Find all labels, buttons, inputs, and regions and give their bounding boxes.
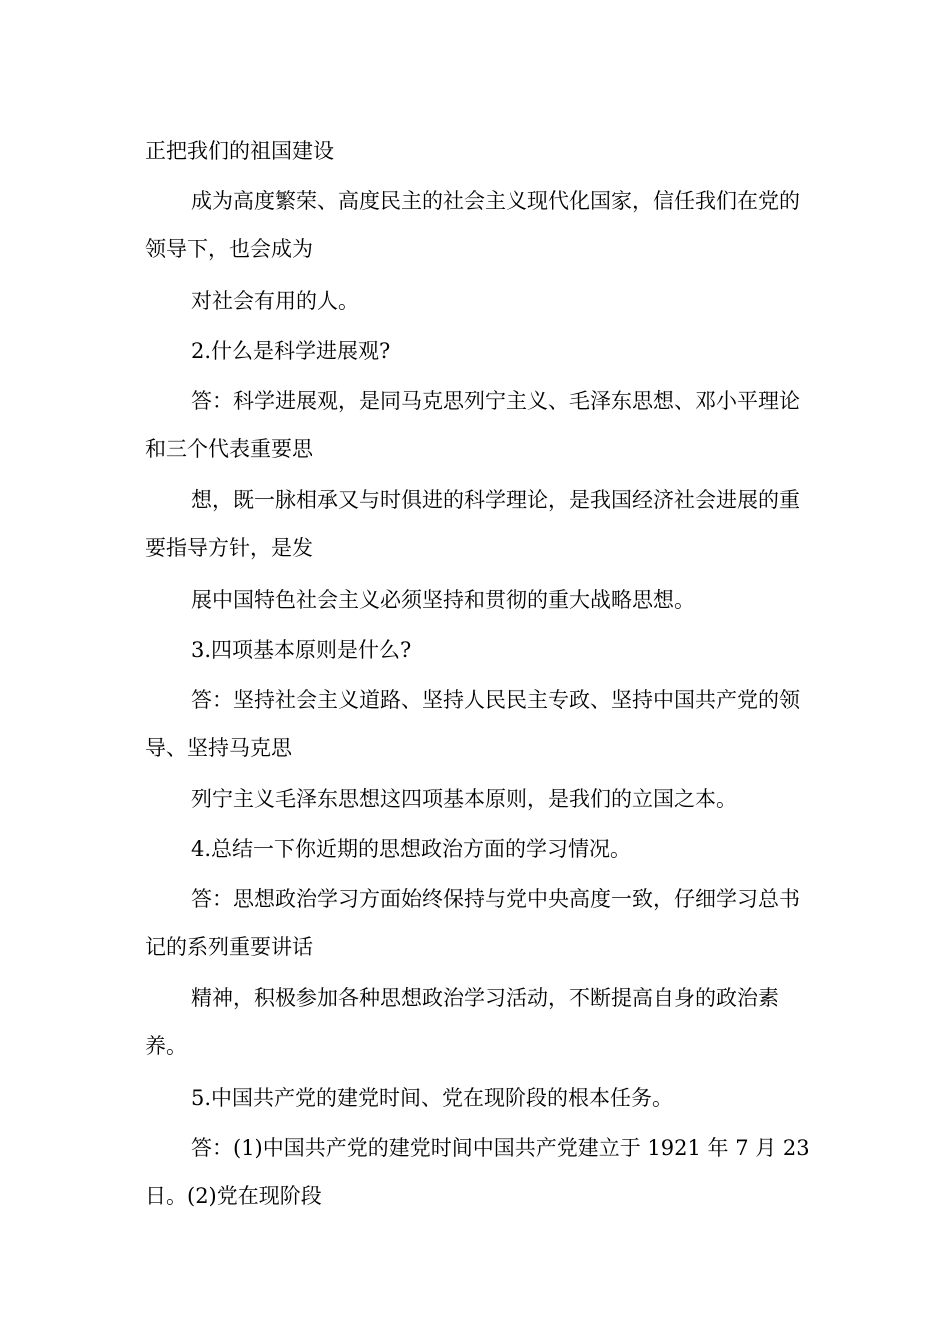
- answer-3-part-1: 答：坚持社会主义道路、坚持人民民主专政、坚持中国共产党的领导、坚持马克思: [145, 688, 800, 760]
- question-3: 3.四项基本原则是什么?: [191, 638, 412, 662]
- question-2: 2.什么是科学进展观?: [191, 339, 391, 363]
- question-4: 4.总结一下你近期的思想政治方面的学习情况。: [191, 837, 632, 861]
- paragraph-3: 对社会有用的人。: [191, 289, 359, 313]
- answer-3-part-2: 列宁主义毛泽东思想这四项基本原则，是我们的立国之本。: [191, 787, 737, 811]
- answer-2-part-2: 想，既一脉相承又与时俱进的科学理论，是我国经济社会进展的重要指导方针，是发: [145, 488, 800, 560]
- answer-5-part-1: 答：(1)中国共产党的建党时间中国共产党建立于 1921 年 7 月 23 日。(2)党在现阶段: [145, 1136, 810, 1208]
- question-5: 5.中国共产党的建党时间、党在现阶段的根本任务。: [191, 1086, 674, 1110]
- answer-4-part-1: 答：思想政治学习方面始终保持与党中央高度一致，仔细学习总书记的系列重要讲话: [145, 887, 800, 959]
- answer-2-part-1: 答：科学进展观，是同马克思列宁主义、毛泽东思想、邓小平理论和三个代表重要思: [145, 389, 800, 461]
- paragraph-2: 成为高度繁荣、高度民主的社会主义现代化国家，信任我们在党的领导下，也会成为: [145, 189, 800, 261]
- paragraph-1: 正把我们的祖国建设: [145, 139, 334, 163]
- answer-4-part-2: 精神，积极参加各种思想政治学习活动，不断提高自身的政治素养。: [145, 986, 779, 1058]
- answer-2-part-3: 展中国特色社会主义必须坚持和贯彻的重大战略思想。: [191, 588, 695, 612]
